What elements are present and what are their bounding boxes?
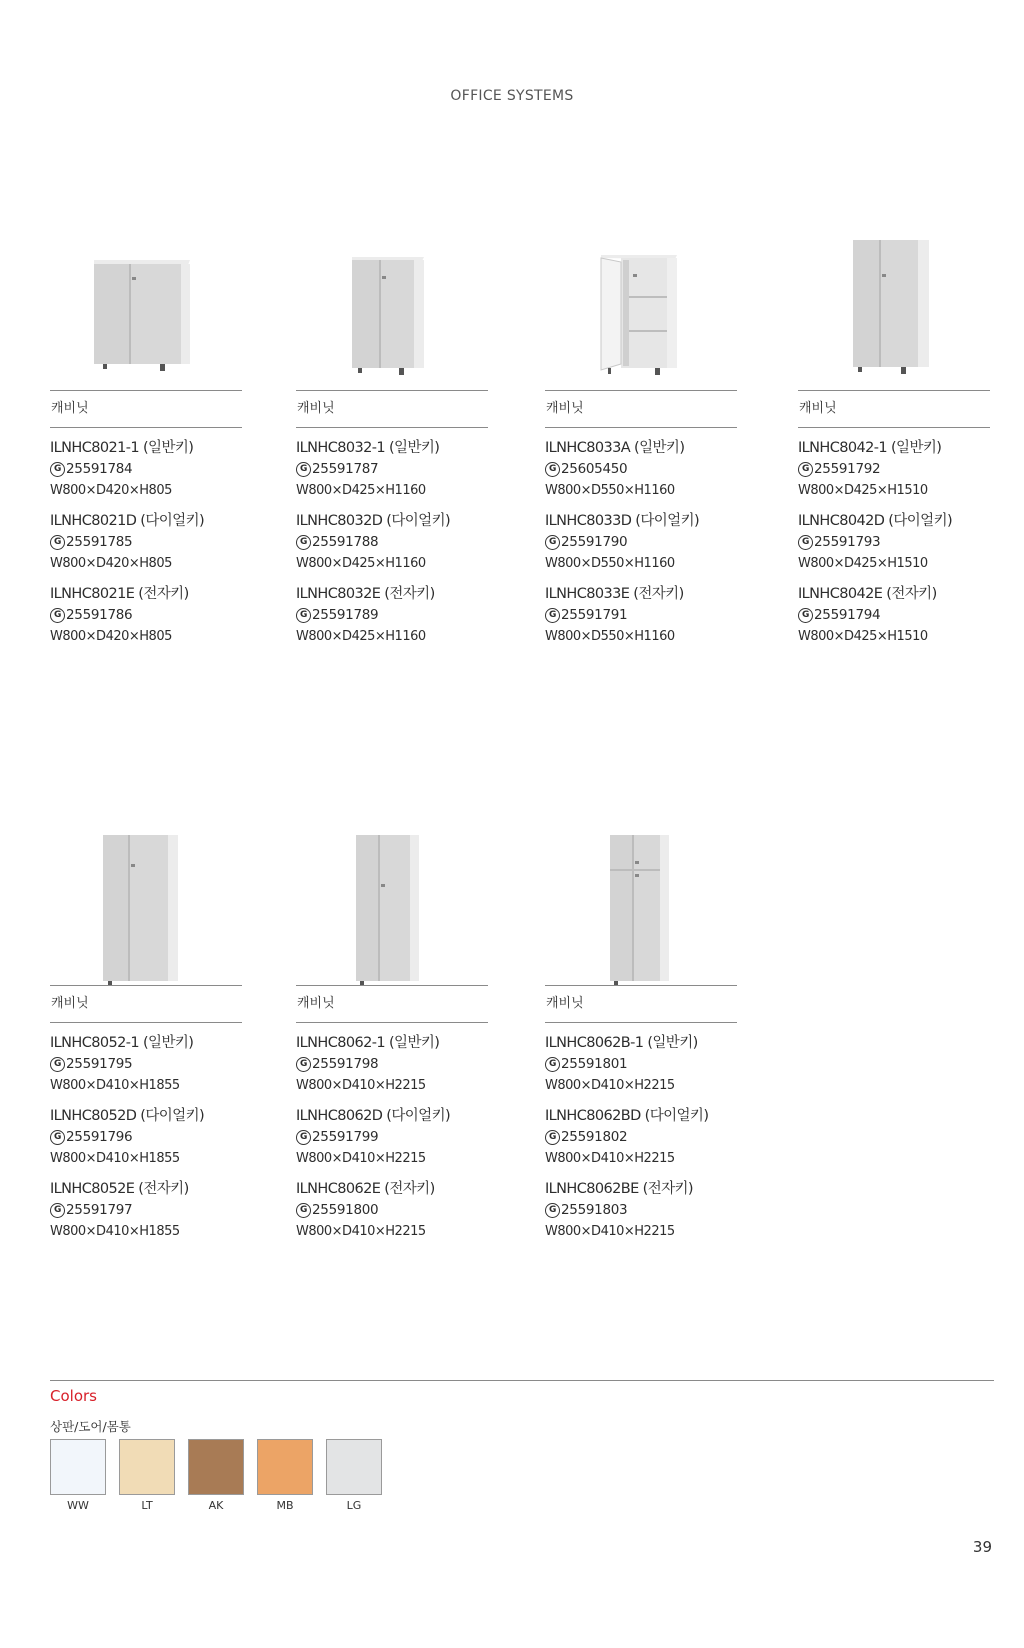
color-swatch-ww: [50, 1439, 106, 1495]
product-variant: [296, 583, 488, 647]
cabinet-illustration-open: [545, 240, 737, 390]
dimensions: W800×D410×H1855: [50, 1151, 180, 1166]
model-name: ILNHC8033E (전자키): [545, 586, 684, 602]
product-variant: [50, 583, 242, 647]
color-swatch-mb: [257, 1439, 313, 1495]
divider: [50, 427, 242, 428]
g-code-value: 25591797: [66, 1202, 133, 1218]
product-variant: [296, 1032, 488, 1096]
model-name: ILNHC8062-1 (일반키): [296, 1035, 440, 1051]
g-code: [296, 459, 488, 480]
model-name: ILNHC8062BE (전자키): [545, 1181, 693, 1197]
product-card: [545, 835, 737, 1242]
dimensions: W800×D410×H2215: [296, 1224, 426, 1239]
g-mark-icon: G: [296, 1057, 311, 1072]
color-swatches: [50, 1439, 994, 1512]
divider: [50, 1022, 242, 1023]
g-mark-icon: G: [296, 1130, 311, 1145]
g-code-value: 25591798: [312, 1056, 379, 1072]
g-code-value: 25591791: [561, 607, 628, 623]
g-code-value: 25591788: [312, 534, 379, 550]
g-code: [545, 1127, 737, 1148]
model-name: ILNHC8052E (전자키): [50, 1181, 189, 1197]
cabinet-illustration: [798, 240, 990, 390]
swatch-item: [119, 1439, 175, 1512]
product-variant: [50, 510, 242, 574]
product-card: [798, 240, 990, 647]
swatch-label: LT: [141, 1499, 153, 1512]
model-name: ILNHC8032D (다이얼키): [296, 513, 451, 529]
product-variant: [296, 1105, 488, 1169]
dimensions: W800×D425×H1160: [296, 483, 426, 498]
g-mark-icon: G: [296, 608, 311, 623]
dimensions: W800×D550×H1160: [545, 629, 675, 644]
g-code-value: 25591786: [66, 607, 133, 623]
dimensions: W800×D410×H2215: [545, 1151, 675, 1166]
model-name: ILNHC8032-1 (일반키): [296, 440, 440, 456]
model-name: ILNHC8032E (전자키): [296, 586, 435, 602]
g-code: [296, 1127, 488, 1148]
product-variant: [798, 583, 990, 647]
g-code: [296, 1200, 488, 1221]
cabinet-illustration: [545, 835, 737, 985]
g-code: [798, 605, 990, 626]
g-mark-icon: G: [50, 462, 65, 477]
product-variant: [50, 1032, 242, 1096]
g-code-value: 25591803: [561, 1202, 628, 1218]
g-code: [798, 459, 990, 480]
g-code-value: 25591802: [561, 1129, 628, 1145]
divider: [50, 1380, 994, 1381]
product-category: 캐비닛: [51, 401, 89, 416]
g-mark-icon: G: [545, 535, 560, 550]
g-code-value: 25591799: [312, 1129, 379, 1145]
swatch-label: LG: [346, 1499, 362, 1512]
page-number: 39: [972, 1538, 992, 1556]
g-code: [50, 1054, 242, 1075]
g-code-value: 25591787: [312, 461, 379, 477]
g-code: [50, 605, 242, 626]
product-card: [545, 240, 737, 647]
product-variant: [545, 1178, 737, 1242]
product-variant: [545, 437, 737, 501]
color-swatch-lg: [326, 1439, 382, 1495]
g-code: [545, 1054, 737, 1075]
g-code: [50, 532, 242, 553]
divider: [296, 427, 488, 428]
g-mark-icon: G: [545, 1130, 560, 1145]
g-code: [545, 1200, 737, 1221]
g-code: [296, 1054, 488, 1075]
page-header-title: OFFICE SYSTEMS: [450, 88, 574, 104]
g-code: [50, 1127, 242, 1148]
dimensions: W800×D420×H805: [50, 556, 172, 571]
dimensions: W800×D425×H1510: [798, 556, 928, 571]
product-category: 캐비닛: [51, 996, 89, 1011]
divider: [545, 1022, 737, 1023]
divider: [296, 1022, 488, 1023]
g-mark-icon: G: [545, 608, 560, 623]
dimensions: W800×D425×H1510: [798, 483, 928, 498]
swatch-item: [50, 1439, 106, 1512]
product-variant: [50, 437, 242, 501]
g-code: [50, 459, 242, 480]
cabinet-image: [50, 835, 242, 985]
product-category: 캐비닛: [297, 401, 335, 416]
product-category: 캐비닛: [799, 401, 837, 416]
colors-title: Colors: [50, 1387, 97, 1405]
g-code-value: 25591796: [66, 1129, 133, 1145]
cabinet-image: [545, 835, 737, 985]
model-name: ILNHC8042E (전자키): [798, 586, 937, 602]
product-variant: [798, 437, 990, 501]
model-name: ILNHC8021-1 (일반키): [50, 440, 194, 456]
dimensions: W800×D550×H1160: [545, 483, 675, 498]
g-code-value: 25591789: [312, 607, 379, 623]
g-mark-icon: G: [798, 608, 813, 623]
model-name: ILNHC8033D (다이얼키): [545, 513, 700, 529]
dimensions: W800×D425×H1160: [296, 629, 426, 644]
g-code-value: 25591794: [814, 607, 881, 623]
model-name: ILNHC8042-1 (일반키): [798, 440, 942, 456]
divider: [545, 427, 737, 428]
model-name: ILNHC8042D (다이얼키): [798, 513, 953, 529]
dimensions: W800×D425×H1510: [798, 629, 928, 644]
g-mark-icon: G: [798, 462, 813, 477]
g-code: [545, 459, 737, 480]
model-name: ILNHC8062D (다이얼키): [296, 1108, 451, 1124]
divider: [798, 427, 990, 428]
g-code: [545, 605, 737, 626]
cabinet-image: [296, 835, 488, 985]
g-code-value: 25591784: [66, 461, 133, 477]
g-mark-icon: G: [50, 535, 65, 550]
model-name: ILNHC8062BD (다이얼키): [545, 1108, 709, 1124]
product-variant: [50, 1105, 242, 1169]
g-mark-icon: G: [50, 1130, 65, 1145]
g-code-value: 25591790: [561, 534, 628, 550]
g-mark-icon: G: [50, 1057, 65, 1072]
g-mark-icon: G: [545, 1057, 560, 1072]
product-card: [296, 240, 488, 647]
dimensions: W800×D420×H805: [50, 629, 172, 644]
g-code: [798, 532, 990, 553]
g-mark-icon: G: [296, 535, 311, 550]
dimensions: W800×D410×H2215: [296, 1078, 426, 1093]
product-variant: [545, 583, 737, 647]
cabinet-illustration: [50, 835, 242, 985]
colors-section: [50, 1380, 994, 1512]
product-card: [50, 835, 242, 1242]
model-name: ILNHC8052D (다이얼키): [50, 1108, 205, 1124]
g-mark-icon: G: [50, 608, 65, 623]
cabinet-image: [50, 240, 242, 390]
g-code-value: 25591792: [814, 461, 881, 477]
product-card: [296, 835, 488, 1242]
color-swatch-lt: [119, 1439, 175, 1495]
dimensions: W800×D410×H2215: [545, 1078, 675, 1093]
swatch-label: WW: [67, 1499, 89, 1512]
model-name: ILNHC8052-1 (일반키): [50, 1035, 194, 1051]
g-mark-icon: G: [545, 1203, 560, 1218]
product-variant: [296, 1178, 488, 1242]
model-name: ILNHC8021D (다이얼키): [50, 513, 205, 529]
g-code: [296, 532, 488, 553]
product-variant: [545, 1105, 737, 1169]
g-mark-icon: G: [296, 462, 311, 477]
cabinet-illustration: [296, 835, 488, 985]
g-code-value: 25591801: [561, 1056, 628, 1072]
product-variant: [50, 1178, 242, 1242]
g-mark-icon: G: [296, 1203, 311, 1218]
cabinet-image: [545, 240, 737, 390]
color-swatch-ak: [188, 1439, 244, 1495]
g-mark-icon: G: [798, 535, 813, 550]
g-code-value: 25591800: [312, 1202, 379, 1218]
product-card: [50, 240, 242, 647]
model-name: ILNHC8062B-1 (일반키): [545, 1035, 698, 1051]
g-code-value: 25591795: [66, 1056, 133, 1072]
product-category: 캐비닛: [546, 996, 584, 1011]
dimensions: W800×D410×H1855: [50, 1224, 180, 1239]
model-name: ILNHC8021E (전자키): [50, 586, 189, 602]
dimensions: W800×D410×H2215: [296, 1151, 426, 1166]
model-name: ILNHC8033A (일반키): [545, 440, 685, 456]
swatch-item: [326, 1439, 382, 1512]
g-code-value: 25591785: [66, 534, 133, 550]
dimensions: W800×D550×H1160: [545, 556, 675, 571]
product-variant: [296, 437, 488, 501]
swatch-item: [257, 1439, 313, 1512]
swatch-label: AK: [208, 1499, 224, 1512]
dimensions: W800×D410×H2215: [545, 1224, 675, 1239]
g-code: [296, 605, 488, 626]
product-variant: [798, 510, 990, 574]
swatch-label: MB: [276, 1499, 294, 1512]
g-code-value: 25591793: [814, 534, 881, 550]
model-name: ILNHC8062E (전자키): [296, 1181, 435, 1197]
cabinet-illustration: [296, 240, 488, 390]
cabinet-image: [798, 240, 990, 390]
colors-subtitle: 상판/도어/몸통: [50, 1419, 131, 1434]
product-category: 캐비닛: [546, 401, 584, 416]
product-variant: [545, 1032, 737, 1096]
swatch-item: [188, 1439, 244, 1512]
cabinet-illustration: [50, 240, 242, 390]
dimensions: W800×D420×H805: [50, 483, 172, 498]
dimensions: W800×D425×H1160: [296, 556, 426, 571]
g-code: [50, 1200, 242, 1221]
g-mark-icon: G: [545, 462, 560, 477]
cabinet-image: [296, 240, 488, 390]
g-code: [545, 532, 737, 553]
product-category: 캐비닛: [297, 996, 335, 1011]
dimensions: W800×D410×H1855: [50, 1078, 180, 1093]
g-code-value: 25605450: [561, 461, 628, 477]
g-mark-icon: G: [50, 1203, 65, 1218]
product-variant: [545, 510, 737, 574]
product-variant: [296, 510, 488, 574]
